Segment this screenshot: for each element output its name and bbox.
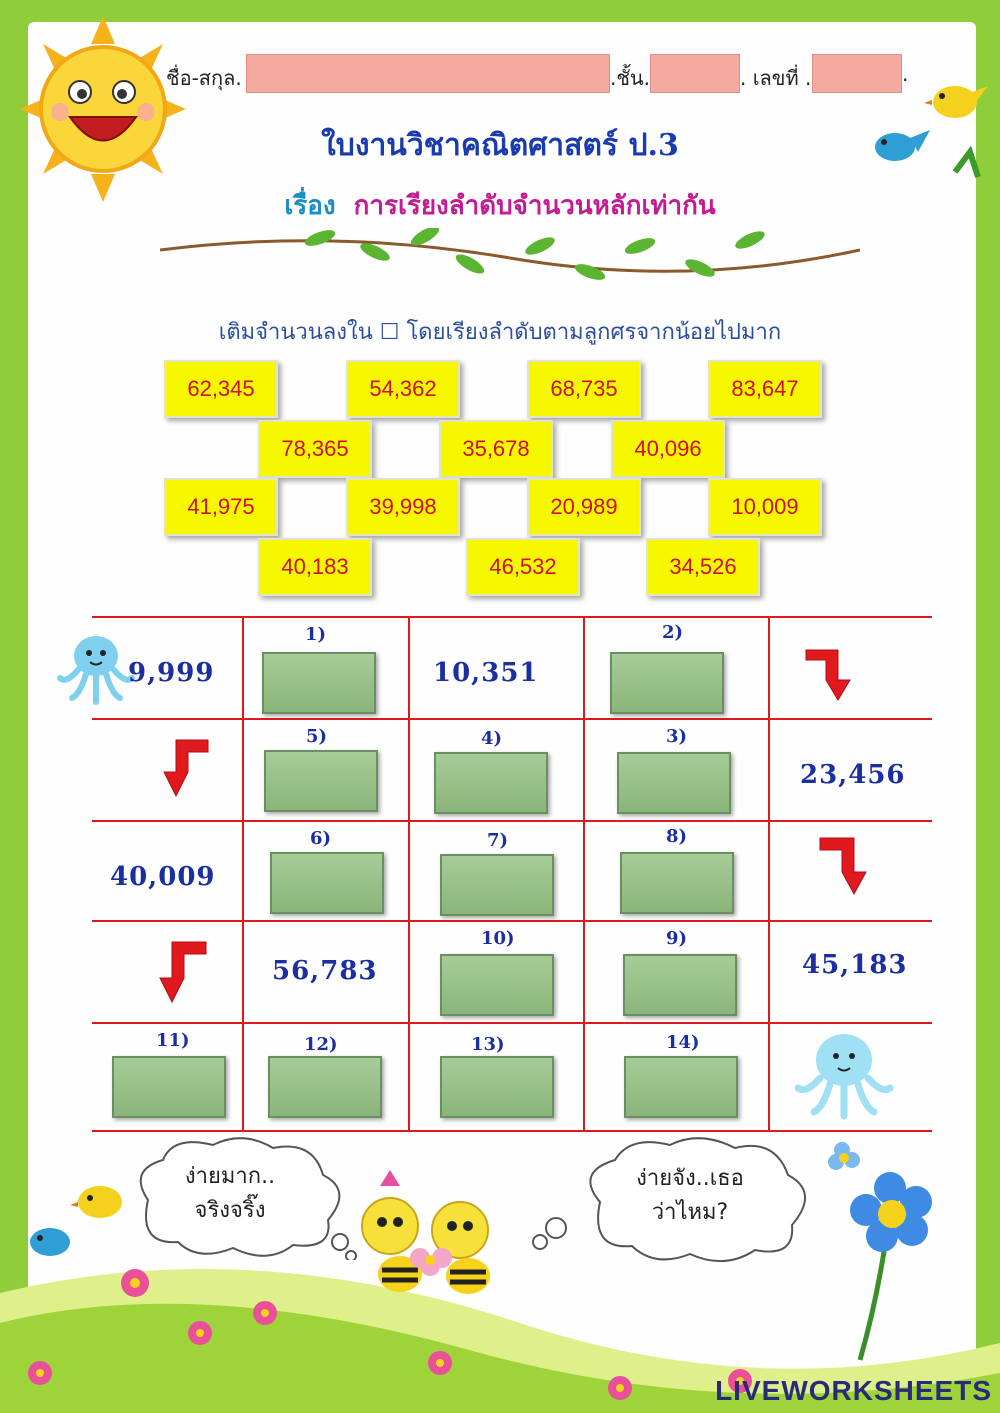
worksheet-subtitle	[0, 185, 1000, 226]
answer-box-1[interactable]	[262, 652, 376, 714]
answer-label: 6)	[310, 828, 332, 849]
answer-label: 11)	[156, 1030, 190, 1051]
octopus-icon	[56, 628, 136, 708]
grid-line	[583, 616, 585, 1132]
answer-box-7[interactable]	[440, 854, 554, 916]
answer-label: 9)	[666, 928, 688, 949]
grid-line	[768, 616, 770, 1132]
student-info-row	[166, 62, 242, 94]
number-card[interactable]: 40,183	[258, 538, 372, 596]
cloud-right-text	[600, 1162, 780, 1230]
subtitle-topic: การเรียงลำดับจำนวนหลักเท่ากัน	[353, 191, 716, 221]
given-number: 23,456	[800, 760, 906, 790]
grid-line	[92, 616, 932, 618]
answer-label: 12)	[304, 1034, 338, 1055]
given-number: 10,351	[433, 658, 539, 688]
class-field[interactable]	[650, 54, 740, 93]
number-card[interactable]: 54,362	[346, 360, 460, 418]
bees-icon	[350, 1166, 510, 1316]
number-card[interactable]: 35,678	[439, 420, 553, 478]
cloud-right-line1: ง่ายจัง..เธอ	[636, 1166, 744, 1191]
answer-label: 3)	[666, 726, 688, 747]
grid-line	[92, 820, 932, 822]
grid-line	[408, 616, 410, 1132]
answer-box-4[interactable]	[434, 752, 548, 814]
answer-box-10[interactable]	[440, 954, 554, 1016]
vine-decoration	[160, 228, 860, 288]
cloud-left-text	[150, 1160, 310, 1228]
name-label: ชื่อ-สกุล.	[166, 66, 242, 90]
given-number: 45,183	[802, 950, 908, 980]
worksheet-title: ใบงานวิชาคณิตศาสตร์ ป.3	[321, 128, 679, 163]
number-card[interactable]: 68,735	[527, 360, 641, 418]
octopus-icon	[794, 1024, 894, 1124]
answer-box-14[interactable]	[624, 1056, 738, 1118]
name-field[interactable]	[246, 54, 610, 93]
arrow-down-right-icon	[800, 636, 870, 706]
sun-icon	[18, 14, 188, 204]
answer-box-6[interactable]	[270, 852, 384, 914]
answer-box-12[interactable]	[268, 1056, 382, 1118]
answer-box-3[interactable]	[617, 752, 731, 814]
number-card[interactable]: 20,989	[527, 478, 641, 536]
number-card[interactable]: 41,975	[164, 478, 278, 536]
flower-icon	[820, 1140, 970, 1370]
number-card[interactable]: 40,096	[611, 420, 725, 478]
class-label: .ชั้น.	[610, 66, 650, 90]
answer-box-13[interactable]	[440, 1056, 554, 1118]
arrow-down-left-icon	[142, 936, 212, 1006]
liveworksheets-logo: LIVEWORKSHEETS	[715, 1375, 992, 1406]
answer-box-9[interactable]	[623, 954, 737, 1016]
subtitle-label: เรื่อง	[284, 191, 336, 221]
grid-line	[92, 718, 932, 720]
grid-line	[92, 920, 932, 922]
number-field[interactable]	[812, 54, 902, 93]
answer-label: 8)	[666, 826, 688, 847]
bird-icon	[20, 1180, 130, 1270]
cloud-right-line2: ว่าไหม?	[651, 1200, 729, 1225]
number-card[interactable]: 62,345	[164, 360, 278, 418]
answer-label: 5)	[306, 726, 328, 747]
answer-box-2[interactable]	[610, 652, 724, 714]
answer-label: 1)	[305, 624, 327, 645]
answer-box-5[interactable]	[264, 750, 378, 812]
given-number: 56,783	[272, 956, 378, 986]
given-number-start: 9,999	[128, 658, 215, 688]
answer-label: 4)	[481, 728, 503, 749]
answer-label: 13)	[471, 1034, 505, 1055]
cloud-left-line2: จริงจริ๊ง	[194, 1198, 266, 1223]
given-number: 40,009	[110, 862, 216, 892]
header-end-dot: .	[902, 62, 909, 86]
number-card[interactable]: 78,365	[258, 420, 372, 478]
arrow-down-right-icon	[814, 832, 884, 902]
number-card[interactable]: 39,998	[346, 478, 460, 536]
answer-label: 10)	[481, 928, 515, 949]
arrow-down-left-icon	[146, 734, 216, 804]
number-card[interactable]: 10,009	[708, 478, 822, 536]
number-card[interactable]: 46,532	[466, 538, 580, 596]
cloud-left-line1: ง่ายมาก..	[184, 1164, 276, 1189]
answer-box-11[interactable]	[112, 1056, 226, 1118]
number-card[interactable]: 83,647	[708, 360, 822, 418]
answer-box-8[interactable]	[620, 852, 734, 914]
answer-label: 2)	[662, 622, 684, 643]
grid-line	[242, 616, 244, 1132]
answer-label: 14)	[666, 1032, 700, 1053]
number-card[interactable]: 34,526	[646, 538, 760, 596]
number-label: . เลขที่ .	[740, 66, 812, 90]
answer-label: 7)	[487, 830, 509, 851]
instruction-text: เติมจำนวนลงใน ☐ โดยเรียงลำดับตามลูกศรจากน้อยไปมาก	[218, 320, 782, 345]
